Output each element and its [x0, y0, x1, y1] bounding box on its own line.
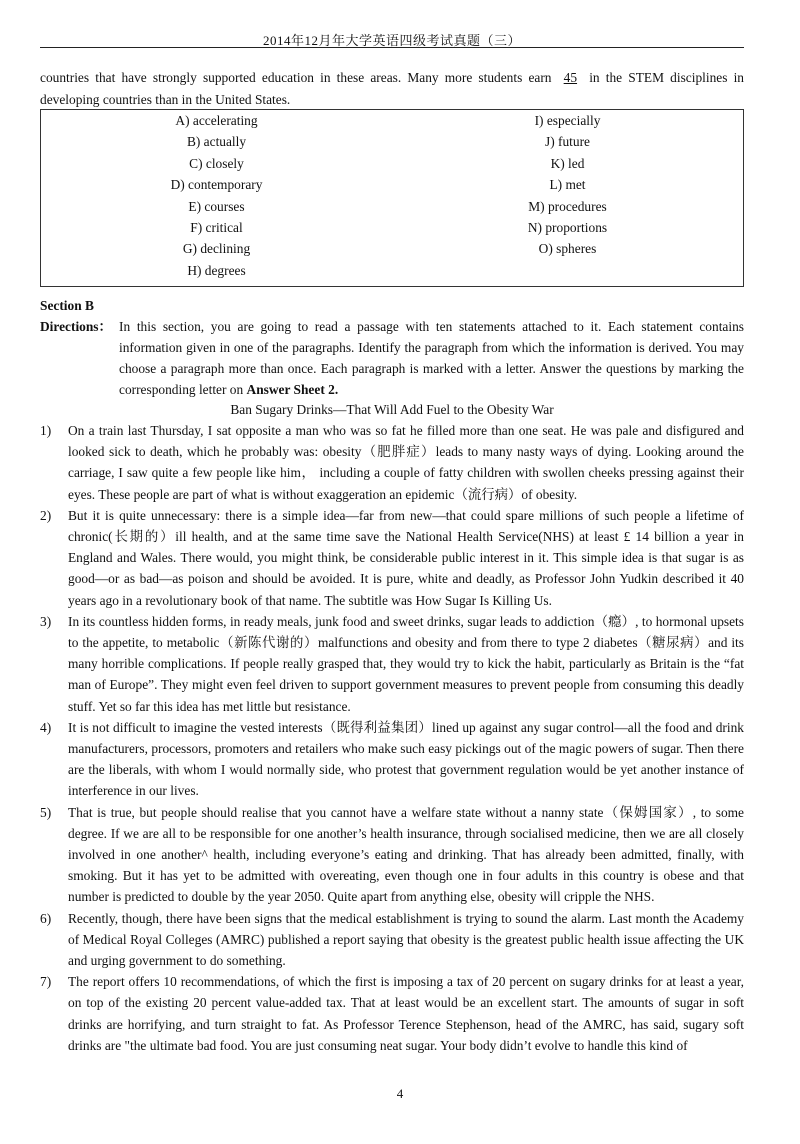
word-bank-right-column — [392, 110, 743, 260]
word-option: C) closely — [189, 155, 244, 171]
word-option: D) contemporary — [170, 177, 263, 193]
paragraph-text: The report offers 10 recommendations, of which the first is imposing a tax of 20 percent on sugary drinks for at least a year, on top of the existing 20 percent value-added tax. That at least would be an excellent start. The amounts of sugar in soft drinks are horrifying, and turn straight to fat. As Professor Terence Stephenson, head of the AMRC, has said, sugary soft drinks are "the ultimate bad food. You are just consuming neat sugar. Your body didn’t evolve to handle this kind of — [68, 974, 744, 1053]
page-number: 4 — [396, 1086, 404, 1101]
paragraph — [40, 802, 744, 908]
paragraph-number: 1) — [40, 423, 52, 438]
word-option: B) actually — [186, 134, 247, 150]
word-option: H) degrees — [187, 262, 246, 278]
word-bank-left-column — [41, 110, 392, 281]
paragraph — [40, 971, 744, 1056]
continuation-text — [40, 67, 744, 111]
paragraph-number: 6) — [40, 910, 52, 926]
word-option: N) proportions — [527, 219, 608, 235]
directions-text — [40, 316, 744, 400]
paragraph — [40, 505, 744, 611]
paragraph — [40, 611, 744, 717]
paragraph-number: 3) — [40, 613, 52, 629]
word-option: J) future — [545, 134, 590, 150]
word-option: O) spheres — [538, 241, 597, 257]
paragraph-number: 7) — [40, 974, 52, 990]
directions-body: In this section, you are going to read a passage with ten statements attached to it. Each statement contains information given in one of the paragraphs. Identify the paragraph from which the information is derived. You may choose a paragraph more than once. Each paragraph is marked with a letter. Answer the questions by marking the corresponding letter on — [119, 319, 744, 397]
word-option: L) met — [549, 177, 586, 193]
continuation-after: in the STEM disciplines in developing countries than in the United States. — [40, 70, 744, 107]
word-bank-box — [40, 109, 744, 287]
word-option: A) accelerating — [175, 113, 258, 128]
paragraph-text: It is not difficult to imagine the vested interests（既得利益集团）lined up against any sugar control—all the food and drink manufacturers, processors, promoters and retailers who make such easy pickings out of the magic powers of sugar. Then there are the liberals, with whom I would normally side, who protest that government regulation would be yet another instance of interference in our lives. — [68, 719, 744, 799]
header-rule — [40, 47, 744, 48]
word-option: I) especially — [534, 113, 601, 128]
paragraph-number: 2) — [40, 507, 52, 523]
page-header-title: 2014年12月年大学英语四级考试真题（三） — [262, 33, 521, 48]
section-title: Section B — [40, 298, 94, 313]
word-option: E) courses — [188, 198, 245, 214]
word-option: K) led — [550, 155, 585, 171]
word-option: F) critical — [190, 219, 243, 235]
paragraph — [40, 420, 744, 505]
paragraph-number: 5) — [40, 804, 52, 820]
blank-45: 45 — [563, 70, 578, 85]
paragraph — [40, 908, 744, 972]
paragraph-text: Recently, though, there have been signs that the medical establishment is trying to sound the alarm. Last month the Academy of Medical Royal Colleges (AMRC) published a report saying that obesity is the greatest public health issue affecting the UK and urging government to do something. — [68, 910, 744, 969]
passage-paragraphs — [40, 420, 744, 1056]
word-option: M) procedures — [528, 198, 607, 214]
paragraph-number: 4) — [40, 719, 52, 735]
paragraph — [40, 717, 744, 802]
continuation-before: countries that have strongly supported education in these areas. Many more students earn — [40, 70, 558, 85]
paragraph-text: That is true, but people should realise that you cannot have a welfare state without a nanny state（保姆国家）, to some degree. If we are all to be responsible for one another’s health insurance, through socialised medicine, then we are all closely involved in one another^ health, including everyone’s eating and drinking. That has already been admitted, finally, with smoking. But it has yet to be admitted with overeating, even though one in four adults in this country is obese and that number is predicted to double by the year 2050. Quite apart from anything else, obesity will cripple the NHS. — [68, 804, 744, 905]
directions-block — [40, 316, 744, 400]
word-option: G) declining — [182, 241, 251, 257]
answer-sheet-ref: Answer Sheet 2. — [246, 382, 339, 397]
passage-title: Ban Sugary Drinks—That Will Add Fuel to the Obesity War — [230, 402, 554, 417]
paragraph-text: On a train last Thursday, I sat opposite a man who was so fat he filled more than one seat. He was pale and disfigured and looked sick to death, which he probably was: obesity（肥胖症）leads to many nasty ways of dying. Looking around the carriage, I saw quite a few people like him， including a couple of fatty children with swollen cheeks pressing against their eyes. These people are part of what is without exaggeration an epidemic（流行病）of obesity. — [68, 423, 744, 502]
paragraph-text: But it is quite unnecessary: there is a simple idea—far from new—that could spare millions of such people a lifetime of chronic(长期的）ill health, and at the same time save the National Health Service(NHS) at least £ 14 billion a year in England and Wales. There would, you might think, be considerable public interest in it. This simple idea is that sugar is as good—or as bad—as poison and should be avoided. It is pure, white and deadly, as Professor John Yudkin described it 40 years ago in a revolutionary book of that name. The subtitle was How Sugar Is Killing Us. — [68, 507, 744, 608]
directions-label: Directions： — [40, 319, 112, 334]
paragraph-text: In its countless hidden forms, in ready meals, junk food and sweet drinks, sugar leads to addiction（瘾）, to hormonal upsets to the appetite, to metabolic（新陈代谢的）malfunctions and obesity and from there to type 2 diabetes（糖尿病）and its many horrible complications. If people really grasped that, they would try to kick the habit, particularly as Britain is the “fat man of Europe”. They might even feel driven to support government measures to prevent people from consuming this deadly stuff. Yet so far this idea has met little but resistance. — [68, 613, 744, 714]
